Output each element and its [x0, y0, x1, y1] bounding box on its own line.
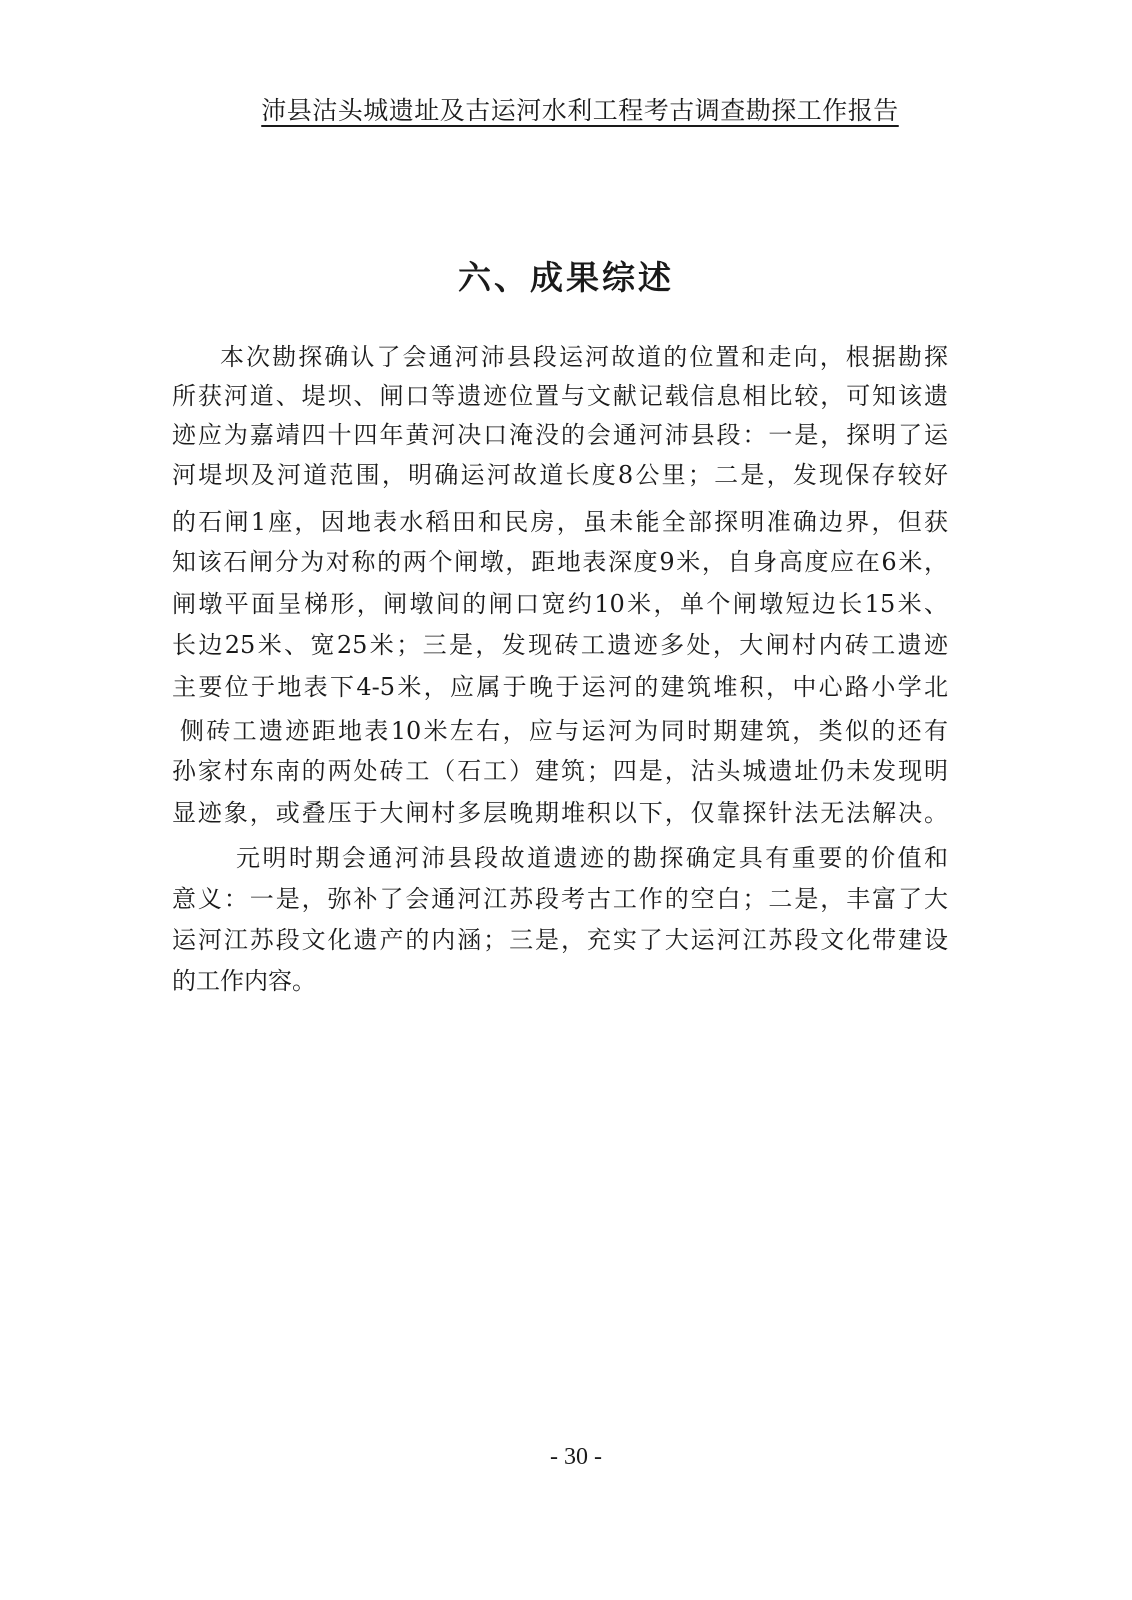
text-line: 闸墩平面呈梯形，闸墩间的闸口宽约10米，单个闸墩短边长15米、 — [172, 590, 948, 618]
text-line: 元明时期会通河沛县段故道遗迹的勘探确定具有重要的价值和 — [236, 844, 948, 872]
section-title: 六、成果综述 — [458, 258, 674, 297]
text-line: 孙家村东南的两处砖工（石工）建筑；四是，沽头城遗址仍未发现明 — [172, 757, 948, 785]
text-line: 知该石闸分为对称的两个闸墩，距地表深度9米，自身高度应在6米， — [172, 548, 948, 576]
text-line: 主要位于地表下4-5米，应属于晚于运河的建筑堆积，中心路小学北 — [172, 673, 948, 701]
text-line: 长边25米、宽25米；三是，发现砖工遗迹多处，大闸村内砖工遗迹 — [172, 631, 948, 659]
text-line: 河堤坝及河道范围，明确运河故道长度8公里；二是，发现保存较好 — [172, 461, 948, 489]
text-line: 本次勘探确认了会通河沛县段运河故道的位置和走向，根据勘探 — [220, 343, 948, 371]
text-line: 侧砖工遗迹距地表10米左右，应与运河为同时期建筑，类似的还有 — [180, 717, 948, 745]
page-number: - 30 - — [550, 1444, 602, 1470]
running-header — [0, 94, 1132, 128]
text-line: 显迹象，或叠压于大闸村多层晚期堆积以下，仅靠探针法无法解决。 — [172, 799, 948, 827]
text-line: 的工作内容。 — [172, 967, 316, 995]
text-line: 运河江苏段文化遗产的内涵；三是，充实了大运河江苏段文化带建设 — [172, 926, 948, 954]
text-line: 迹应为嘉靖四十四年黄河决口淹没的会通河沛县段：一是，探明了运 — [172, 421, 948, 449]
text-line: 所获河道、堤坝、闸口等遗迹位置与文献记载信息相比较，可知该遗 — [172, 382, 948, 410]
text-line: 的石闸1座，因地表水稻田和民房，虽未能全部探明准确边界，但获 — [172, 508, 948, 536]
report-title: 沛县沽头城遗址及古运河水利工程考古调查勘探工作报告 — [261, 96, 899, 125]
text-line: 意义：一是，弥补了会通河江苏段考古工作的空白；二是，丰富了大 — [172, 885, 948, 913]
